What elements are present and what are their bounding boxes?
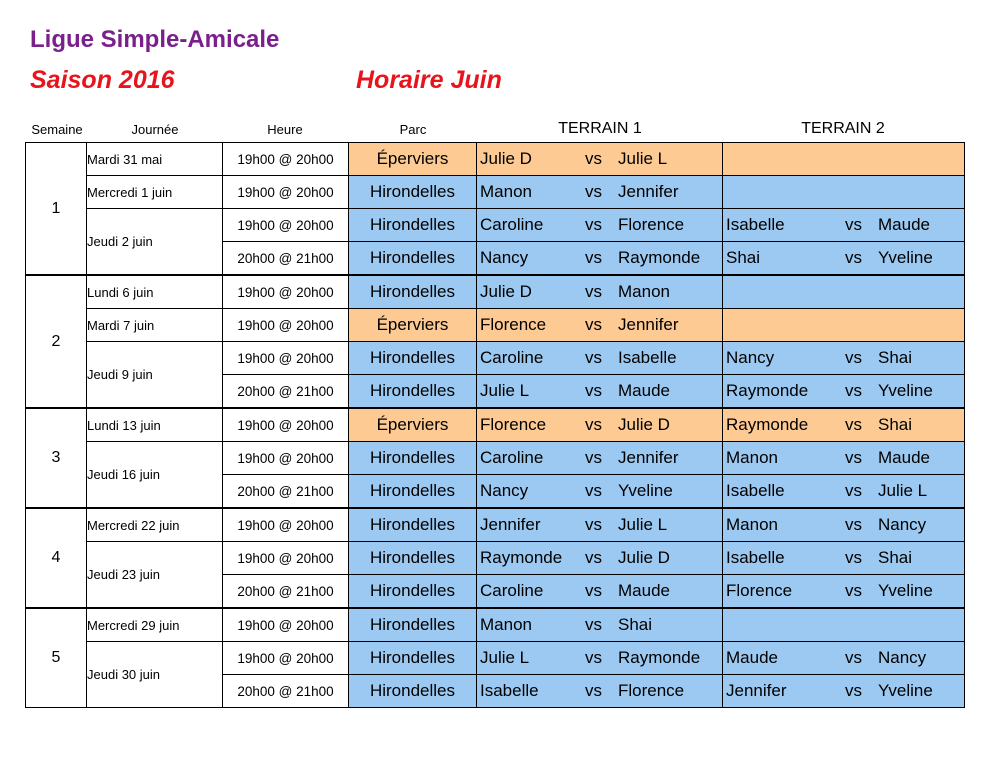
- vs-label: vs: [585, 548, 602, 567]
- park-name: Hirondelles: [349, 542, 477, 575]
- table-row: [26, 642, 965, 675]
- time-slot: 19h00 @ 20h00: [223, 642, 349, 675]
- season-title: Saison 2016: [30, 66, 175, 94]
- vs-label: vs: [845, 648, 862, 667]
- park-name: Hirondelles: [349, 342, 477, 375]
- league-title: Ligue Simple-Amicale: [30, 26, 280, 53]
- vs-label: vs: [845, 681, 862, 700]
- player-away: Jennifer: [618, 182, 679, 201]
- player-home: Florence: [726, 581, 793, 600]
- match-field-2: [723, 408, 965, 442]
- vs-label: vs: [845, 515, 862, 534]
- match-field-1: [477, 608, 723, 642]
- player-home: Caroline: [480, 448, 544, 467]
- match-field-2: [723, 575, 965, 609]
- player-away: Shai: [878, 548, 913, 567]
- match-field-2: [723, 242, 965, 276]
- vs-label: vs: [585, 415, 602, 434]
- park-name: Hirondelles: [349, 608, 477, 642]
- player-home: Florence: [480, 415, 547, 434]
- player-home: Isabelle: [480, 681, 539, 700]
- park-name: Hirondelles: [349, 275, 477, 309]
- table-row: [26, 442, 965, 475]
- player-away: Yveline: [878, 381, 933, 400]
- park-name: Hirondelles: [349, 475, 477, 509]
- player-away: Maude: [618, 381, 670, 400]
- week-number: 4: [26, 508, 87, 608]
- day-label: Lundi 6 juin: [87, 275, 223, 309]
- match-field-2: [723, 209, 965, 242]
- match-field-1: [477, 675, 723, 708]
- player-away: Julie D: [618, 548, 670, 567]
- vs-label: vs: [585, 248, 602, 267]
- vs-label: vs: [845, 348, 862, 367]
- day-label: Mardi 31 mai: [87, 143, 223, 176]
- table-row: [26, 608, 965, 642]
- player-home: Shai: [726, 248, 761, 267]
- vs-label: vs: [585, 215, 602, 234]
- vs-label: vs: [585, 448, 602, 467]
- vs-label: vs: [585, 481, 602, 500]
- player-away: Yveline: [878, 681, 933, 700]
- player-home: Florence: [480, 315, 547, 334]
- park-name: Hirondelles: [349, 575, 477, 609]
- time-slot: 19h00 @ 20h00: [223, 275, 349, 309]
- park-name: Éperviers: [349, 309, 477, 342]
- header-week: Semaine: [31, 122, 83, 137]
- vs-label: vs: [845, 581, 862, 600]
- player-home: Isabelle: [726, 548, 785, 567]
- vs-label: vs: [845, 548, 862, 567]
- park-name: Hirondelles: [349, 642, 477, 675]
- player-home: Manon: [726, 448, 778, 467]
- day-label: Mardi 7 juin: [87, 309, 223, 342]
- player-home: Raymonde: [480, 548, 563, 567]
- park-name: Hirondelles: [349, 176, 477, 209]
- time-slot: 19h00 @ 20h00: [223, 542, 349, 575]
- day-label: Jeudi 2 juin: [87, 209, 223, 276]
- time-slot: 19h00 @ 20h00: [223, 342, 349, 375]
- time-slot: 19h00 @ 20h00: [223, 442, 349, 475]
- match-field-2: [723, 375, 965, 409]
- player-away: Jennifer: [618, 448, 679, 467]
- vs-label: vs: [585, 282, 602, 301]
- match-field-2: [723, 642, 965, 675]
- match-field-2: [723, 176, 965, 209]
- player-home: Manon: [480, 615, 532, 634]
- time-slot: 20h00 @ 21h00: [223, 375, 349, 409]
- player-away: Maude: [878, 215, 930, 234]
- table-row: [26, 342, 965, 375]
- player-home: Isabelle: [726, 215, 785, 234]
- player-home: Caroline: [480, 215, 544, 234]
- week-number: 2: [26, 275, 87, 408]
- player-away: Raymonde: [618, 648, 701, 667]
- player-away: Maude: [878, 448, 930, 467]
- match-field-2: [723, 608, 965, 642]
- player-home: Jennifer: [480, 515, 541, 534]
- day-label: Mercredi 1 juin: [87, 176, 223, 209]
- player-home: Raymonde: [726, 381, 809, 400]
- player-away: Manon: [618, 282, 670, 301]
- header-hour: Heure: [267, 122, 303, 137]
- player-away: Maude: [618, 581, 670, 600]
- player-away: Shai: [878, 415, 913, 434]
- park-name: Éperviers: [349, 143, 477, 176]
- match-field-1: [477, 309, 723, 342]
- table-row: [26, 508, 965, 542]
- park-name: Hirondelles: [349, 675, 477, 708]
- match-field-2: [723, 675, 965, 708]
- table-row: [26, 542, 965, 575]
- player-home: Julie D: [480, 149, 532, 168]
- match-field-1: [477, 508, 723, 542]
- park-name: Hirondelles: [349, 209, 477, 242]
- match-field-1: [477, 408, 723, 442]
- match-field-1: [477, 642, 723, 675]
- vs-label: vs: [845, 448, 862, 467]
- match-field-1: [477, 475, 723, 509]
- player-away: Isabelle: [618, 348, 677, 367]
- vs-label: vs: [845, 215, 862, 234]
- player-away: Julie L: [618, 515, 668, 534]
- match-field-1: [477, 542, 723, 575]
- match-field-2: [723, 442, 965, 475]
- time-slot: 19h00 @ 20h00: [223, 309, 349, 342]
- day-label: Jeudi 9 juin: [87, 342, 223, 409]
- player-home: Manon: [726, 515, 778, 534]
- vs-label: vs: [845, 415, 862, 434]
- match-field-1: [477, 342, 723, 375]
- match-field-2: [723, 542, 965, 575]
- time-slot: 20h00 @ 21h00: [223, 242, 349, 276]
- player-home: Isabelle: [726, 481, 785, 500]
- match-field-2: [723, 342, 965, 375]
- week-number: 3: [26, 408, 87, 508]
- match-field-1: [477, 143, 723, 176]
- time-slot: 19h00 @ 20h00: [223, 508, 349, 542]
- vs-label: vs: [845, 248, 862, 267]
- table-row: [26, 275, 965, 309]
- player-away: Yveline: [878, 248, 933, 267]
- match-field-2: [723, 508, 965, 542]
- player-home: Nancy: [726, 348, 775, 367]
- player-away: Yveline: [878, 581, 933, 600]
- time-slot: 19h00 @ 20h00: [223, 209, 349, 242]
- header-park: Parc: [399, 122, 427, 137]
- vs-label: vs: [585, 315, 602, 334]
- table-row: [26, 176, 965, 209]
- player-home: Maude: [726, 648, 778, 667]
- week-number: 1: [26, 143, 87, 276]
- match-field-2: [723, 143, 965, 176]
- day-label: Jeudi 23 juin: [87, 542, 223, 609]
- player-away: Nancy: [878, 515, 927, 534]
- match-field-2: [723, 475, 965, 509]
- vs-label: vs: [585, 381, 602, 400]
- month-title: Horaire Juin: [356, 66, 502, 94]
- vs-label: vs: [585, 581, 602, 600]
- match-field-1: [477, 209, 723, 242]
- player-home: Julie D: [480, 282, 532, 301]
- time-slot: 19h00 @ 20h00: [223, 176, 349, 209]
- time-slot: 19h00 @ 20h00: [223, 408, 349, 442]
- player-home: Caroline: [480, 581, 544, 600]
- player-away: Julie L: [618, 149, 668, 168]
- day-label: Mercredi 22 juin: [87, 508, 223, 542]
- day-label: Jeudi 16 juin: [87, 442, 223, 509]
- table-row: [26, 309, 965, 342]
- table-row: [26, 408, 965, 442]
- vs-label: vs: [585, 149, 602, 168]
- header-field-2: TERRAIN 2: [801, 120, 885, 137]
- vs-label: vs: [585, 182, 602, 201]
- park-name: Hirondelles: [349, 442, 477, 475]
- player-home: Caroline: [480, 348, 544, 367]
- player-home: Manon: [480, 182, 532, 201]
- vs-label: vs: [585, 615, 602, 634]
- player-away: Julie L: [878, 481, 928, 500]
- player-home: Nancy: [480, 481, 529, 500]
- player-home: Raymonde: [726, 415, 809, 434]
- player-home: Jennifer: [726, 681, 787, 700]
- player-home: Julie L: [480, 381, 530, 400]
- match-field-1: [477, 375, 723, 409]
- vs-label: vs: [845, 381, 862, 400]
- player-home: Nancy: [480, 248, 529, 267]
- day-label: Lundi 13 juin: [87, 408, 223, 442]
- time-slot: 20h00 @ 21h00: [223, 475, 349, 509]
- player-away: Shai: [878, 348, 913, 367]
- vs-label: vs: [845, 481, 862, 500]
- week-number: 5: [26, 608, 87, 708]
- player-away: Florence: [618, 215, 685, 234]
- player-away: Jennifer: [618, 315, 679, 334]
- day-label: Mercredi 29 juin: [87, 608, 223, 642]
- player-home: Julie L: [480, 648, 530, 667]
- player-away: Nancy: [878, 648, 927, 667]
- player-away: Shai: [618, 615, 653, 634]
- vs-label: vs: [585, 348, 602, 367]
- vs-label: vs: [585, 681, 602, 700]
- header-day: Journée: [131, 122, 179, 137]
- match-field-2: [723, 275, 965, 309]
- park-name: Hirondelles: [349, 242, 477, 276]
- table-row: [26, 143, 965, 176]
- header-field-1: TERRAIN 1: [558, 120, 642, 137]
- park-name: Hirondelles: [349, 508, 477, 542]
- player-away: Florence: [618, 681, 685, 700]
- vs-label: vs: [585, 648, 602, 667]
- park-name: Hirondelles: [349, 375, 477, 409]
- time-slot: 20h00 @ 21h00: [223, 675, 349, 708]
- time-slot: 20h00 @ 21h00: [223, 575, 349, 609]
- match-field-1: [477, 275, 723, 309]
- match-field-1: [477, 176, 723, 209]
- time-slot: 19h00 @ 20h00: [223, 143, 349, 176]
- vs-label: vs: [585, 515, 602, 534]
- match-field-1: [477, 442, 723, 475]
- player-away: Julie D: [618, 415, 670, 434]
- park-name: Éperviers: [349, 408, 477, 442]
- match-field-1: [477, 242, 723, 276]
- match-field-2: [723, 309, 965, 342]
- match-field-1: [477, 575, 723, 609]
- day-label: Jeudi 30 juin: [87, 642, 223, 708]
- player-away: Yveline: [618, 481, 673, 500]
- time-slot: 19h00 @ 20h00: [223, 608, 349, 642]
- player-away: Raymonde: [618, 248, 701, 267]
- schedule-table: [25, 142, 965, 708]
- table-row: [26, 209, 965, 242]
